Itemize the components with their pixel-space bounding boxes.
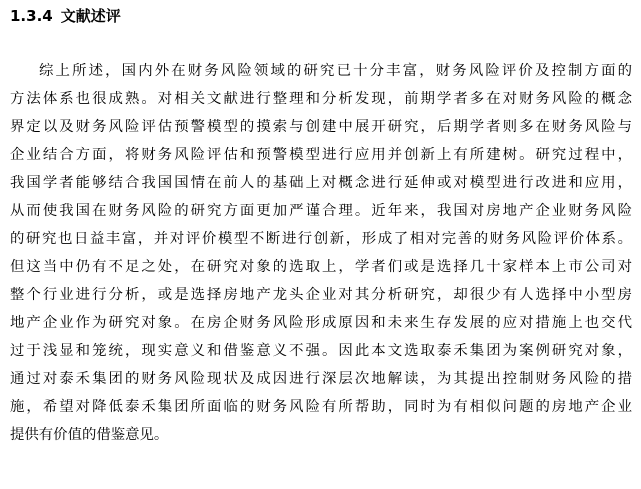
- paragraph-line: 过于浅显和笼统，现实意义和借鉴意义不强。因此本文选取泰禾集团为案例研究对象，: [10, 343, 632, 359]
- paragraph-line: 通过对泰禾集团的财务风险现状及成因进行深层次地解读，为其提出控制财务风险的措: [10, 371, 632, 387]
- paragraph-line: 地产企业作为研究对象。在房企财务风险形成原因和未来生存发展的应对措施上也交代: [10, 315, 632, 331]
- paragraph-line: 综上所述，国内外在财务风险领域的研究已十分丰富，财务风险评价及控制方面的: [39, 63, 632, 79]
- paragraph-line: 界定以及财务风险评估预警模型的摸索与创建中展开研究，后期学者则多在财务风险与: [10, 119, 632, 135]
- paragraph-line: 但这当中仍有不足之处，在研究对象的选取上，学者们或是选择几十家样本上市公司对: [10, 259, 632, 275]
- paragraph-line: 从而使我国在财务风险的研究方面更加严谨合理。近年来，我国对房地产企业财务风险: [10, 203, 632, 219]
- paragraph-line: 企业结合方面，将财务风险评估和预警模型进行应用并创新上有所建树。研究过程中，: [10, 147, 632, 163]
- paragraph-line: 我国学者能够结合我国国情在前人的基础上对概念进行延伸或对模型进行改进和应用，: [10, 175, 632, 191]
- paragraph-line: 提供有价值的借鉴意见。: [10, 427, 169, 443]
- paragraph-line: 的研究也日益丰富，并对评价模型不断进行创新，形成了相对完善的财务风险评价体系。: [10, 231, 632, 247]
- paragraph-line: 整个行业进行分析，或是选择房地产龙头企业对其分析研究，却很少有人选择中小型房: [10, 287, 632, 303]
- section-number: 1.3.4: [10, 7, 53, 25]
- paragraph-line: 方法体系也很成熟。对相关文献进行整理和分析发现，前期学者多在对财务风险的概念: [10, 91, 632, 107]
- section-title: 文献述评: [60, 7, 121, 25]
- paragraph-line: 施，希望对降低泰禾集团所面临的财务风险有所帮助，同时为有相似问题的房地产企业: [10, 399, 632, 415]
- section-heading: [10, 6, 121, 26]
- literature-review-paragraph: [10, 57, 632, 449]
